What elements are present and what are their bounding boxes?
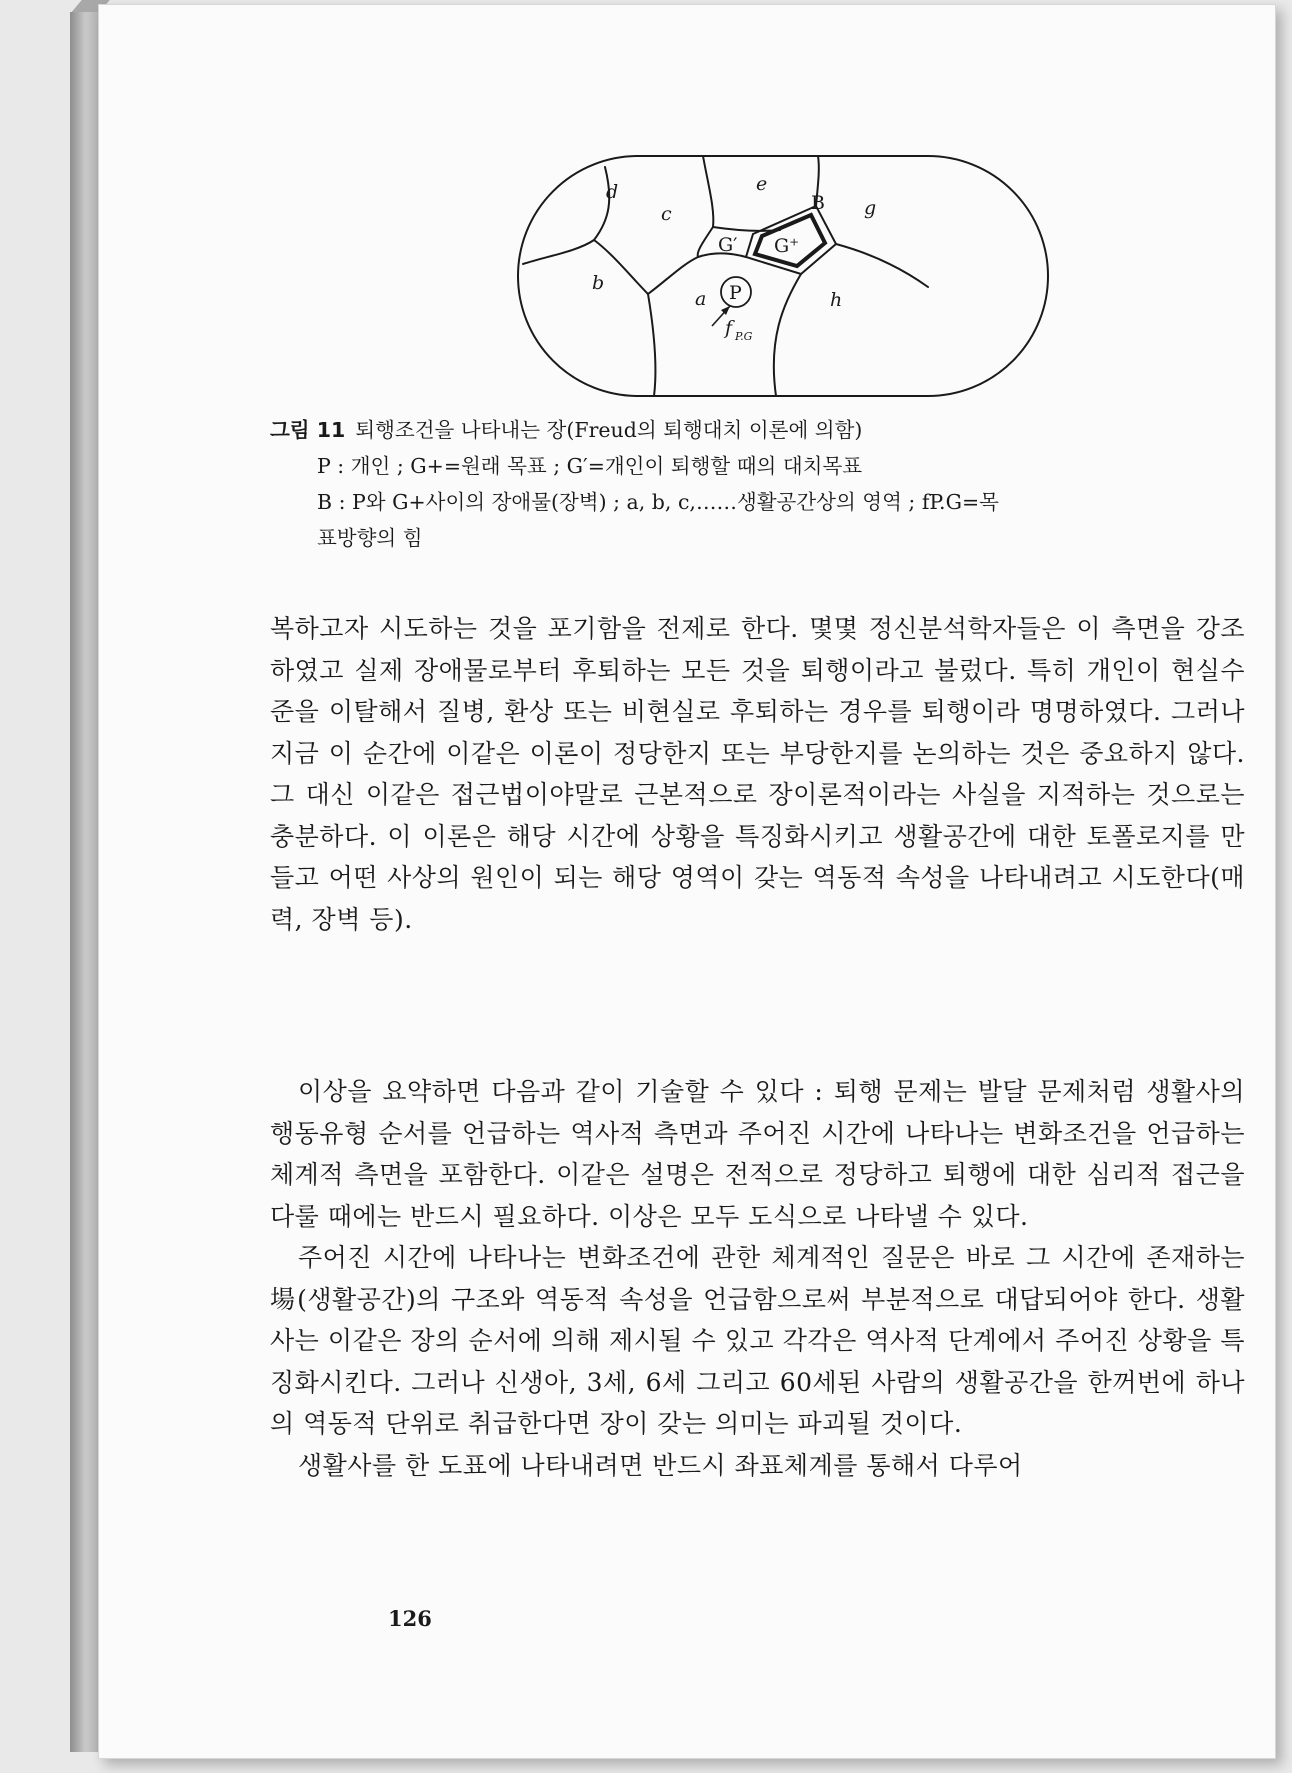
- label-b: b: [592, 272, 605, 294]
- paragraph-2: 이상을 요약하면 다음과 같이 기술할 수 있다 : 퇴행 문제는 발달 문제처럼 생활사의 행동유형 순서를 언급하는 역사적 측면과 주어진 시간에 나타나는 변화조건을 언급하는 체계적 측면을 포함한다. 이같은 설명은 전적으로 정당하고 퇴행에 대한 심리적 접근을 다룰 때에는 반드시 필요하다. 이상은 모두 도식으로 나타낼 수 있다.: [270, 1077, 1245, 1231]
- book-spine: [70, 12, 98, 1752]
- boundary-d-c: [523, 167, 609, 264]
- boundary-b-a: [648, 294, 655, 396]
- label-a: a: [695, 288, 707, 310]
- boundary-c-e: [703, 156, 713, 227]
- label-e: e: [756, 173, 768, 195]
- figure-title: 퇴행조건을 나타내는 장(Freud의 퇴행대치 이론에 의함): [355, 418, 863, 442]
- label-P: P: [729, 282, 742, 304]
- body-paragraph-1: [270, 608, 1245, 940]
- boundary-g-h: [836, 244, 928, 287]
- figure-label: 그림 11: [270, 418, 346, 442]
- body-paragraphs-2-4: [270, 1071, 1245, 1486]
- label-h: h: [830, 289, 843, 311]
- paragraph-4: 생활사를 한 도표에 나타내려면 반드시 좌표체계를 통해서 다루어: [298, 1450, 1023, 1480]
- label-force-sub: P.G: [735, 330, 753, 343]
- paragraph-3: 주어진 시간에 나타나는 변화조건에 관한 체계적인 질문은 바로 그 시간에 존재하는 場(생활공간)의 구조와 역동적 속성을 언급함으로써 부분적으로 대답되어야 한다. 생활사는 이같은 장의 순서에 의해 제시될 수 있고 각각은 역사적 단계에서 주어진 상황을 특징화시킨다. 그러나 신생아, 3세, 6세 그리고 60세된 사람의 생활공간을 한꺼번에 하나의 역동적 단위로 취급한다면 장이 갖는 의미는 파괴될 것이다.: [270, 1243, 1245, 1438]
- label-B: B: [811, 192, 825, 214]
- life-space-diagram: [518, 154, 1048, 399]
- regression-field-svg: [518, 154, 1048, 399]
- book-page: [98, 4, 1276, 1759]
- boundary-a-h: [774, 274, 801, 396]
- label-c: c: [661, 203, 672, 225]
- label-d: d: [606, 181, 619, 203]
- caption-title-line: [270, 412, 1250, 448]
- label-G-plus: G⁺: [774, 235, 800, 257]
- caption-line-3: B : P와 G+사이의 장애물(장벽) ; a, b, c,……생활공간상의 영역 ; fP.G=목: [317, 490, 999, 514]
- boundary-gprime: [713, 227, 780, 231]
- caption-line-4: 표방향의 힘: [317, 526, 423, 550]
- figure-caption: [270, 412, 1250, 556]
- page-number: 126: [388, 1606, 432, 1631]
- label-g: g: [864, 197, 877, 219]
- caption-line-2: P : 개인 ; G+=원래 목표 ; G′=개인이 퇴행할 때의 대치목표: [317, 454, 863, 478]
- boundary-gprime-left: [698, 227, 713, 257]
- label-G-prime: G′: [718, 234, 738, 256]
- paragraph-text: 복하고자 시도하는 것을 포기함을 전제로 한다. 몇몇 정신분석학자들은 이 측면을 강조하였고 실제 장애물로부터 후퇴하는 모든 것을 퇴행이라고 불렀다. 특히 개인이 현실수준을 이탈해서 질병, 환상 또는 비현실로 후퇴하는 경우를 퇴행이라 명명하였다. 그러나 지금 이 순간에 이같은 이론이 정당한지 또는 부당한지를 논의하는 것은 중요하지 않다. 그 대신 이같은 접근법이야말로 근본적으로 장이론적이라는 사실을 지적하는 것으로는 충분하다. 이 이론은 해당 시간에 상황을 특징화시키고 생활공간에 대한 토폴로지를 만들고 어떤 사상의 원인이 되는 해당 영역이 갖는 역동적 속성을 나타내려고 시도한다(매력, 장벽 등).: [270, 614, 1245, 934]
- label-force-f: f: [725, 317, 733, 339]
